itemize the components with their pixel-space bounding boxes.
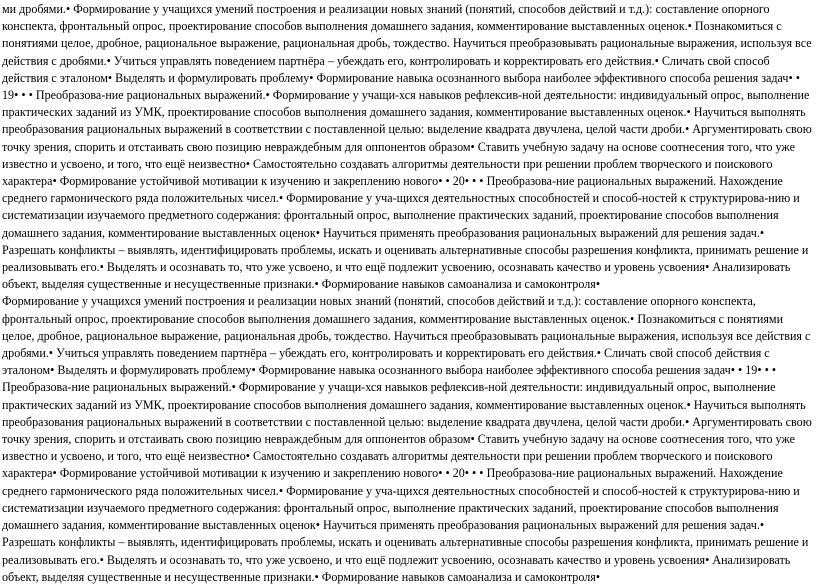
text-block-1: ми дробями.• Формирование у учащихся умений построения и реализации новых знаний (понятий, способов действий и т.д.): составление опорного конспекта, фронтальный опрос, проектирование способов выполнения домашнего задания, комментирование выставленных оценок.• Познакомиться с понятиями целое, дробное, рациональное выражение, рациональная дробь, тождество. Научиться преобразовывать рациональные выражения, используя все действия с дробями.• Учиться управлять поведением партнёра – убеждать его, контролировать и корректировать его действия.• Сличать свой способ действия с эталоном• Выделять и формулировать проблему• Формирование навыка осознанного выбора наиболее эффективного способа решения задач• • 19• • • Преобразова-ние рациональных выражений.• Формирование у учащи-хся навыков рефлексив-ной деятельности: индивидуальный опрос, выполнение практических заданий из УМК, проектирование способов выполнения домашнего задания, комментирование выставленных оценок.• Научиться выполнять преобразования рациональных выражений в соответствии с поставленной целью: выделение квадрата двучлена, целой части дроби.• Аргументировать свою точку зрения, спорить и отстаивать свою позицию невраждебным для оппонентов образом• Ставить учебную задачу на основе соотнесения того, что уже известно и усвоено, и того, что ещё неизвестно• Самостоятельно создавать алгоритмы деятельности при решении проблем творческого и поискового характера• Формирование устойчивой мотивации к изучению и закреплению нового• • 20• • • Преобразова-ние рациональных выражений. Нахождение среднего гармонического ряда положительных чисел.• Формирование у уча-щихся деятельностных способностей и способ-ностей к структурирова-нию и систематизации изучаемого предметного содержания: фронтальный опрос, выполнение практических заданий, проектирование способов выполнения домашнего задания, комментирование выставленных оценок• Научиться применять преобразования рациональных выражений для решения задач.• Разрешать конфликты – выявлять, идентифицировать проблемы, искать и оценивать альтернативные способы разрешения конфликта, принимать решение и реализовывать его.• Выделять и осознавать то, что уже усвоено, и что ещё подлежит усвоению, осознавать качество и уровень усвоения• Анализировать объект, выделяя существенные и несущественные признаки.• Формирование навыков самоанализа и самоконтроля• bbox=[2, 2, 812, 292]
text-block-2: Формирование у учащихся умений построения и реализации новых знаний (понятий, способов действий и т.д.): составление опорного конспекта, фронтальный опрос, проектирование способов выполнения домашнего задания, комментирование выставленных оценок.• Познакомиться с понятиями целое, дробное, рациональное выражение, рациональная дробь, тождество. Научиться преобразовывать рациональные выражения, используя все действия с дробями.• Учиться управлять поведением партнёра – убеждать его, контролировать и корректировать его действия.• Сличать свой способ действия с эталоном• Выделять и формулировать проблему• Формирование навыка осознанного выбора наиболее эффективного способа решения задач• • 19• • • Преобразова-ние рациональных выражений.• Формирование у учащи-хся навыков рефлексив-ной деятельности: индивидуальный опрос, выполнение практических заданий из УМК, проектирование способов выполнения домашнего задания, комментирование выставленных оценок.• Научиться выполнять преобразования рациональных выражений в соответствии с поставленной целью: выделение квадрата двучлена, целой части дроби.• Аргументировать свою точку зрения, спорить и отстаивать свою позицию невраждебным для оппонентов образом• Ставить учебную задачу на основе соотнесения того, что уже известно и усвоено, и того, что ещё неизвестно• Самостоятельно создавать алгоритмы деятельности при решении проблем творческого и поискового характера• Формирование устойчивой мотивации к изучению и закреплению нового• • 20• • • Преобразова-ние рациональных выражений. Нахождение среднего гармонического ряда положительных чисел.• Формирование у уча-щихся деятельностных способностей и способ-ностей к структурирова-нию и систематизации изучаемого предметного содержания: фронтальный опрос, выполнение практических заданий, проектирование способов выполнения домашнего задания, комментирование выставленных оценок• Научиться применять преобразования рациональных выражений для решения задач.• Разрешать конфликты – выявлять, идентифицировать проблемы, искать и оценивать альтернативные способы разрешения конфликта, принимать решение и реализовывать его.• Выделять и осознавать то, что уже усвоено, и что ещё подлежит усвоению, осознавать качество и уровень усвоения• Анализировать объект, выделяя существенные и несущественные признаки.• Формирование навыков самоанализа и самоконтроля• bbox=[2, 294, 812, 584]
